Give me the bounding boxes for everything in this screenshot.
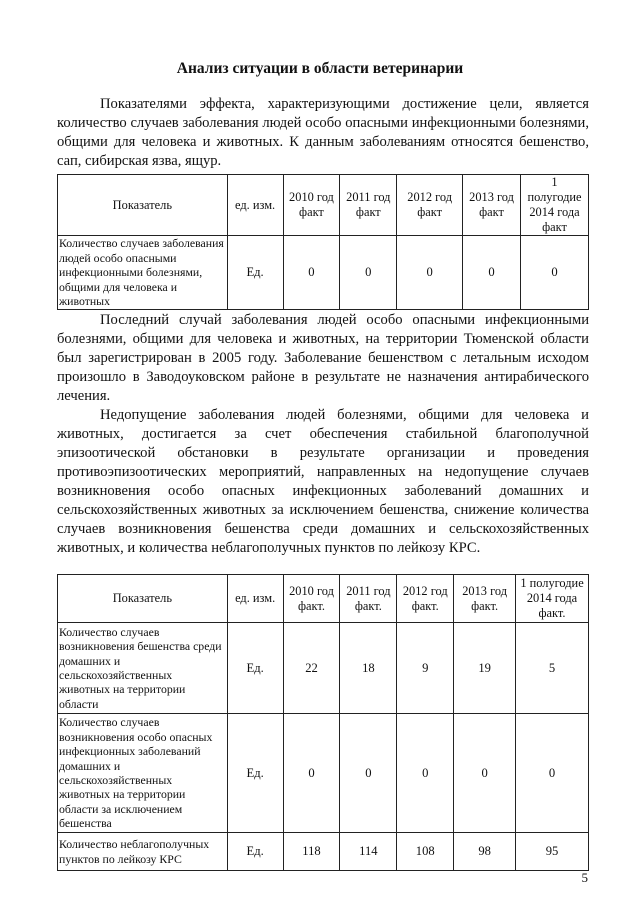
header-2012: 2012 год факт. bbox=[397, 575, 454, 623]
table-human-diseases bbox=[57, 174, 589, 310]
value-2011: 18 bbox=[340, 623, 397, 714]
table-row bbox=[58, 833, 589, 871]
row-indicator-name: Количество случаев возникновения особо опасных инфекционных заболеваний домашних и сельскохозяйственных животных на территории области за исключением бешенства bbox=[58, 714, 228, 833]
table-row bbox=[58, 236, 589, 310]
value-2014-half: 5 bbox=[516, 623, 589, 714]
table-row bbox=[58, 623, 589, 714]
value-2011: 0 bbox=[340, 236, 397, 310]
value-2012: 9 bbox=[397, 623, 454, 714]
value-2013: 98 bbox=[454, 833, 516, 871]
value-2011: 0 bbox=[340, 714, 397, 833]
row-unit: Ед. bbox=[227, 714, 283, 833]
table-header-row bbox=[58, 575, 589, 623]
value-2013: 19 bbox=[454, 623, 516, 714]
page-title: Анализ ситуации в области ветеринарии bbox=[176, 60, 464, 77]
value-2012: 108 bbox=[397, 833, 454, 871]
header-unit: ед. изм. bbox=[227, 175, 283, 236]
value-2012: 0 bbox=[397, 236, 463, 310]
header-2010: 2010 год факт. bbox=[283, 575, 340, 623]
header-2011: 2011 год факт. bbox=[340, 575, 397, 623]
row-indicator-name: Количество случаев заболевания людей особо опасными инфекционными болезнями, общими для человека и животных bbox=[58, 236, 228, 310]
header-2014-half: 1 полугодие 2014 года факт bbox=[520, 175, 588, 236]
row-unit: Ед. bbox=[227, 236, 283, 310]
page-number: 5 bbox=[581, 870, 588, 885]
header-indicator: Показатель bbox=[58, 175, 228, 236]
table-row bbox=[58, 714, 589, 833]
header-indicator: Показатель bbox=[58, 575, 228, 623]
value-2010: 22 bbox=[283, 623, 340, 714]
header-2014-half: 1 полугодие 2014 года факт. bbox=[516, 575, 589, 623]
header-2013: 2013 год факт bbox=[463, 175, 521, 236]
value-2010: 118 bbox=[283, 833, 340, 871]
row-indicator-name: Количество неблагополучных пунктов по лейкозу КРС bbox=[58, 833, 228, 871]
value-2013: 0 bbox=[454, 714, 516, 833]
header-unit: ед. изм. bbox=[227, 575, 283, 623]
value-2010: 0 bbox=[283, 714, 340, 833]
paragraph-intro: Показателями эффекта, характеризующими достижение цели, является количество случаев заболевания людей особо опасными инфекционными болезнями, общими для человека и животных. К данным заболеваниям относятся бешенство, сап, сибирская язва, ящур. bbox=[57, 96, 589, 169]
header-2011: 2011 год факт bbox=[340, 175, 397, 236]
value-2014-half: 95 bbox=[516, 833, 589, 871]
value-2012: 0 bbox=[397, 714, 454, 833]
header-2012: 2012 год факт bbox=[397, 175, 463, 236]
value-2014-half: 0 bbox=[520, 236, 588, 310]
value-2014-half: 0 bbox=[516, 714, 589, 833]
table-animal-diseases bbox=[57, 574, 589, 871]
header-2013: 2013 год факт. bbox=[454, 575, 516, 623]
row-unit: Ед. bbox=[227, 623, 283, 714]
value-2013: 0 bbox=[463, 236, 521, 310]
header-2010: 2010 год факт bbox=[283, 175, 340, 236]
value-2011: 114 bbox=[340, 833, 397, 871]
table-header-row bbox=[58, 175, 589, 236]
row-unit: Ед. bbox=[227, 833, 283, 871]
row-indicator-name: Количество случаев возникновения бешенства среди домашних и сельскохозяйственных животных на территории области bbox=[58, 623, 228, 714]
paragraph-prevention: Недопущение заболевания людей болезнями, общими для человека и животных, достигается за счет обеспечения стабильной благополучной эпизоотической обстановки в результате организации и проведения противоэпизоотических мероприятий, направленных на недопущение случаев возникновения особо опасных инфекционных заболеваний домашних и сельскохозяйственных животных за исключением бешенства, снижение количества случаев возникновения бешенства среди домашних и сельскохозяйственных животных, и количества неблагополучных пунктов по лейкозу КРС. bbox=[57, 407, 589, 556]
paragraph-last-case: Последний случай заболевания людей особо опасными инфекционными болезнями, общими для человека и животных, на территории Тюменской области был зарегистрирован в 2005 году. Заболевание бешенством с летальным исходом произошло в Заводоуковском районе в результате не назначения антирабического лечения. bbox=[57, 312, 589, 404]
value-2010: 0 bbox=[283, 236, 340, 310]
